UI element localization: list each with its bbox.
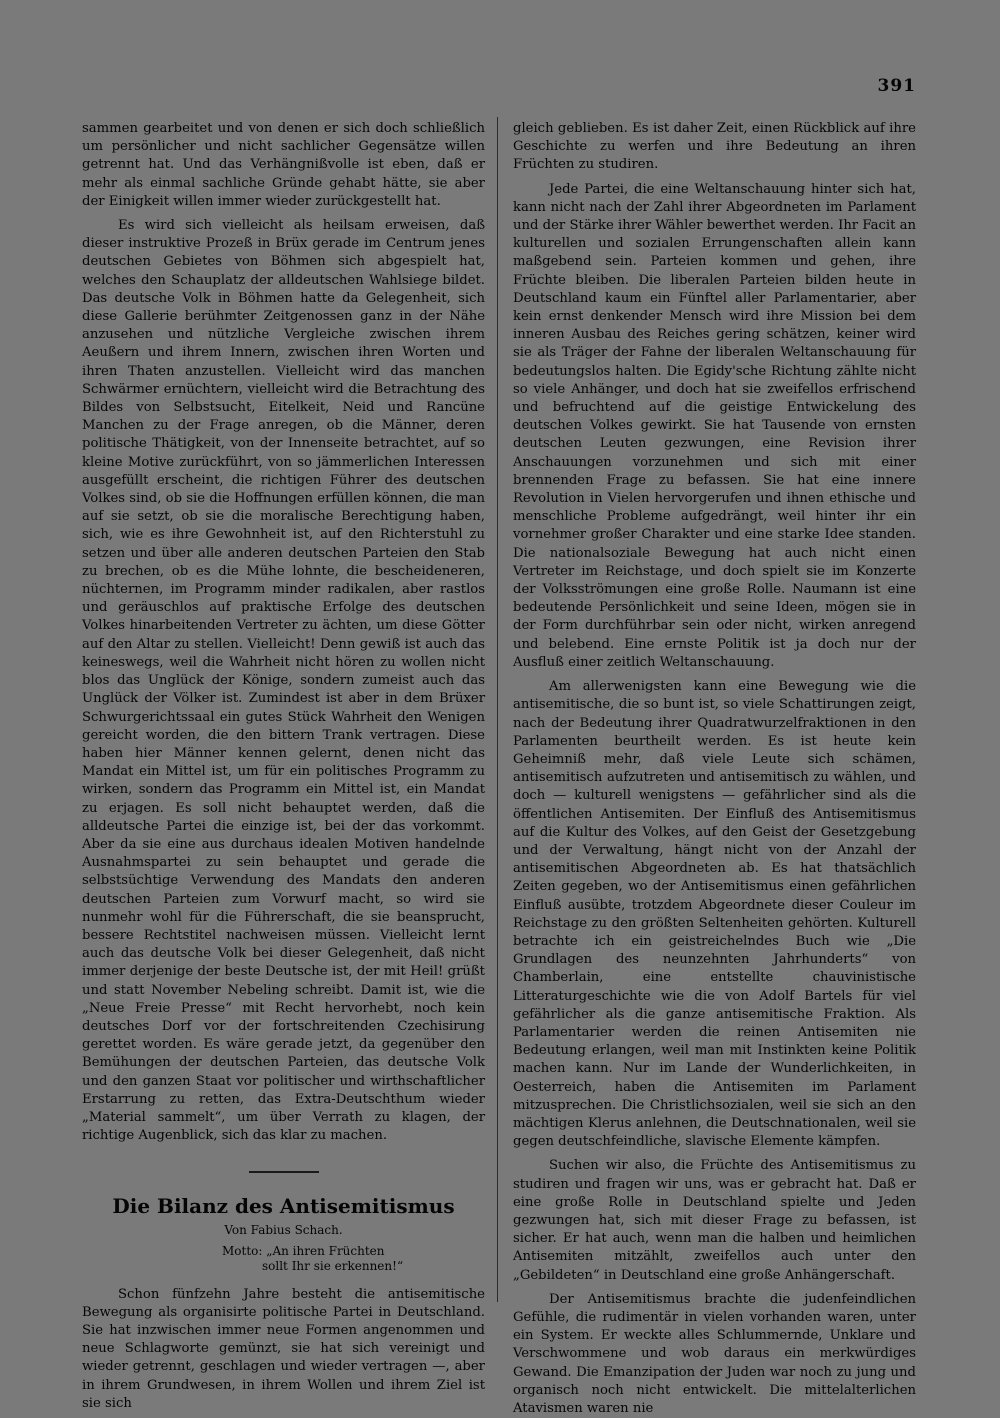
left-paragraph-1: sammen gearbeitet und von denen er sich doch schließlich um persönlicher und nicht sachlicher Gegensätze willen getrennt hat. Und das Verhängnißvolle ist eben, daß er mehr als einmal sachliche Gründe gehabt hätte, sie aber der Einigkeit willen immer wieder zurückgestellt hat.: [82, 121, 485, 209]
left-paragraph-2: Es wird sich vielleicht als heilsam erweisen, daß dieser instruktive Prozeß in Brüx gerade im Centrum jenes deutschen Gebietes von Böhmen sich abgespielt hat, welches den Schauplatz der alldeutschen Wahlsiege bildet. Das deutsche Volk in Böhmen hatte da Gelegenheit, sich diese Gallerie berühmter Zeitgenossen ganz in der Nähe anzusehen und nützliche Vergleiche zwischen ihrem Aeußern und ihrem Innern, zwischen ihren Worten und ihren Thaten anzustellen. Vielleicht wird das manchen Schwärmer ernüchtern, vielleicht wird die Betrachtung des Bildes von Selbstsucht, Eitelkeit, Neid und Rancüne Manchen zu der Frage anregen, ob die Männer, deren politische Thätigkeit, von der Innenseite betrachtet, auf so kleine Motive zurückführt, von so jämmerlichen Interessen ausgefüllt erscheint, die richtigen Führer des deutschen Volkes sind, ob sie die Hoffnungen erfüllen können, die man auf sie setzt, ob sie die moralische Berechtigung haben, sich, wie es ihre Gewohnheit ist, auf den Richterstuhl zu setzen und über alle anderen deutschen Parteien den Stab zu brechen, ob es die Mühe lohnte, die bescheideneren, nüchternen, im Programm minder radikalen, aber rastlos und geräuschlos auf praktische Erfolge des deutschen Volkes hinarbeitenden Vertreter zu ächten, um diese Götter auf den Altar zu stellen. Vielleicht! Denn gewiß ist auch das keineswegs, weil die Wahrheit nicht hören zu wollen nicht blos das Unglück der Könige, sondern zumeist auch das Unglück der Völker ist. Zumindest ist aber in dem Brüxer Schwurgerichtssaal ein gutes Stück Wahrheit den Wenigen gereicht worden, die den bittern Trank vertragen. Diese haben hier Männer kennen gelernt, denen nicht das Mandat ein Mittel ist, um für ein politisches Programm zu wirken, sondern das Programm ein Mittel ist, ein Mandat zu erjagen. Es soll nicht behauptet werden, daß die alldeutsche Partei die einzige ist, bei der das vorkommt. Aber da sie eine aus durchaus idealen Motiven handelnde Ausnahmspartei zu sein behauptet und gerade die selbstsüchtige Verwendung des Mandats den anderen deutschen Parteien zum Vorwurf macht, so wird sie nunmehr wohl für die Führerschaft, die sie beansprucht, bessere Rechtstitel nachweisen müssen. Vielleicht lernt auch das deutsche Volk bei dieser Gelegenheit, daß nicht immer derjenige der beste Deutsche ist, der mit Heil! grüßt und statt November Nebeling schreibt. Damit ist, wie die „Neue Freie Presse“ mit Recht hervorhebt, noch kein deutsches Dorf vor der fortschreitenden Czechisirung gerettet worden. Es wäre gerade jetzt, da gegenüber den Bemühungen der deutschen Parteien, das deutsche Volk und den ganzen Staat vor politischer und wirthschaftlicher Erstarrung zu retten, das Extra-Deutschthum wieder „Material sammelt“, um über Verrath zu klagen, der richtige Augenblick, sich das klar zu machen.: [82, 218, 485, 1144]
right-paragraph-5: Der Antisemitismus brachte die judenfeindlichen Gefühle, die rudimentär in vielen vorhanden waren, unter ein System. Er weckte alles Schlummernde, Unklare und Verschwommene und wob daraus ein merkwürdiges Gewand. Die Emanzipation der Juden war noch zu jung und organisch noch nicht entwickelt. Die mittelalterlichen Atavismen waren nie: [513, 1291, 916, 1417]
right-column: [513, 120, 916, 1418]
article-author: Von Fabius Schach.: [224, 1223, 343, 1238]
article-first-paragraph: Schon fünfzehn Jahre besteht die antisemitische Bewegung als organisirte politische Partei in Deutschland. Sie hat inzwischen immer neue Formen angenommen und neue Schlagworte gemünzt, sie hat sich vereinigt und wieder getrennt, geschlagen und wieder vertragen —, aber in ihrem Grundwesen, in ihrem Wollen und ihrem Ziel ist sie sich: [82, 1286, 485, 1411]
right-paragraph-1: gleich geblieben. Es ist daher Zeit, einen Rückblick auf ihre Geschichte zu werfen und ihre Bedeutung an ihren Früchten zu studiren.: [513, 121, 916, 173]
motto-line-1: Motto: „An ihren Früchten: [222, 1243, 385, 1258]
right-paragraph-4: Suchen wir also, die Früchte des Antisemitismus zu studiren und fragen wir uns, was er gebracht hat. Daß er eine große Rolle in Deutschland spielte und Jeden gezwungen hat, sich mit dieser Frage zu befassen, ist sicher. Er hat auch, wenn man die halben und heimlichen Antisemiten mitzählt, zweifellos auch unter den „Gebildeten“ in Deutschland eine große Anhängerschaft.: [513, 1158, 916, 1283]
section-separator: [249, 1171, 319, 1173]
right-paragraph-2: Jede Partei, die eine Weltanschauung hinter sich hat, kann nicht nach der Zahl ihrer Abgeordneten im Parlament und der Stärke ihrer Wähler bewerthet werden. Ihr Facit an kulturellen und sozialen Errungenschaften allein kann maßgebend sein. Parteien kommen und gehen, ihre Früchte bleiben. Die liberalen Parteien bilden heute in Deutschland kaum ein Fünftel aller Parlamentarier, aber kein ernst denkender Mensch wird ihre Mission bei dem inneren Ausbau des Reiches gering schätzen, keiner wird sie als Träger der Fahne der liberalen Weltanschauung für bedeutungslos halten. Die Egidy'sche Richtung zählte nicht so viele Anhänger, und doch hat sie zweifellos erfrischend und befruchtend auf die geistige Entwickelung des deutschen Volkes gewirkt. Sie hat Tausende von ernsten deutschen Leuten gezwungen, eine Revision ihrer Anschauungen vorzunehmen und sich mit einer brennenden Frage zu befassen. Sie hat eine innere Revolution in Vielen hervorgerufen und ihnen ethische und menschliche Probleme aufgedrängt, weil hinter ihr ein vornehmer großer Charakter und eine starke Idee standen. Die nationalsoziale Bewegung hat auch nicht einen Vertreter im Reichstage, und doch spielt sie im Konzerte der Volksströmungen eine große Rolle. Naumann ist eine bedeutende Persönlichkeit und seine Ideen, mögen sie in der Form durchführbar sein oder nicht, wirken anregend und belebend. Eine ernste Politik ist ja doch nur der Ausfluß einer zeitlich Weltanschauung.: [513, 181, 916, 670]
right-paragraph-3: Am allerwenigsten kann eine Bewegung wie die antisemitische, die so bunt ist, so viele Schattirungen zeigt, nach der Bedeutung ihrer Quadratwurzelfraktionen in den Parlamenten beurtheilt werden. Es ist heute kein Geheimniß mehr, daß viele Leute sich schämen, antisemitisch aufzutreten und antisemitisch zu wählen, und doch — kulturell wenigstens — gefährlicher sind als die öffentlichen Antisemiten. Der Einfluß des Antisemitismus auf die Kultur des Volkes, auf den Geist der Gesetzgebung und der Verwaltung, hängt nicht von der Anzahl der antisemitischen Abgeordneten ab. Es hat thatsächlich Zeiten gegeben, wo der Antisemitismus einen gefährlichen Einfluß ausübte, trotzdem Abgeordnete dieser Couleur im Reichstage zu den größten Seltenheiten gehörten. Kulturell betrachte ich ein geistreichelndes Buch wie „Die Grundlagen des neunzehnten Jahrhunderts“ von Chamberlain, eine entstellte chauvinistische Litteraturgeschichte wie die von Adolf Bartels für viel gefährlicher als die ganze antisemitische Fraktion. Als Parlamentarier werden die reinen Antisemiten nie Bedeutung erlangen, weil man mit Instinkten keine Politik machen kann. Nur im Lande der Wunderlichkeiten, in Oesterreich, haben die Antisemiten im Parlament mitzusprechen. Die Christlichsozialen, weil sie sich an den mächtigen Klerus anlehnen, die Deutschnationalen, weil sie gegen deutschfeindliche, slavische Elemente kämpfen.: [513, 679, 916, 1150]
page-number: 391: [877, 76, 916, 96]
left-column: [82, 120, 485, 1413]
article-motto: [222, 1244, 485, 1274]
motto-line-2: sollt Ihr sie erkennen!“: [262, 1258, 404, 1273]
column-divider: [497, 117, 498, 1302]
article-title: Die Bilanz des Antisemitismus: [112, 1194, 455, 1219]
